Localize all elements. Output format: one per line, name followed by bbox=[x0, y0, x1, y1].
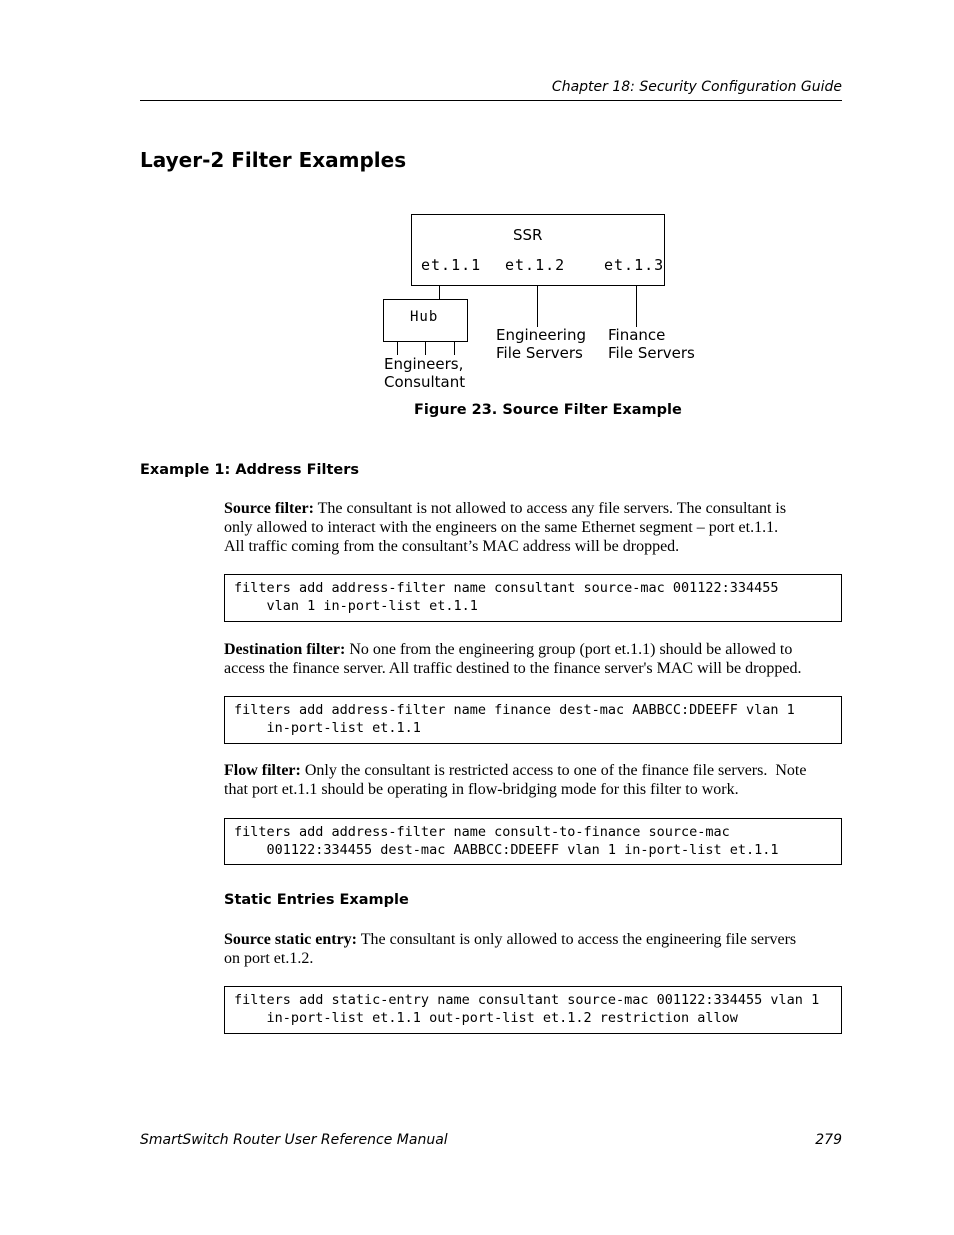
code-block: filters add static-entry name consultant source-mac 001122:334455 vlan 1 in-port-list et.1.1 out-port-list et.1.2 restriction allow bbox=[224, 986, 842, 1034]
example-heading: Example 1: Address Filters bbox=[140, 462, 359, 478]
code-block: filters add address-filter name finance dest-mac AABBCC:DDEEFF vlan 1 in-port-list et.1.1 bbox=[224, 696, 842, 744]
finance-servers-label: Finance File Servers bbox=[608, 326, 695, 362]
connector-line bbox=[537, 285, 538, 327]
port-label: et.1.2 bbox=[505, 256, 566, 274]
flow-filter-paragraph: Flow filter: Only the consultant is restricted access to one of the finance file servers. Note that port et.1.1 should be operating in flow-bridging mode for this filter to work. bbox=[224, 762, 807, 798]
running-header: Chapter 18: Security Configuration Guide bbox=[551, 79, 842, 95]
engineers-label: Engineers, Consultant bbox=[384, 355, 466, 391]
static-entries-heading: Static Entries Example bbox=[224, 892, 409, 908]
destination-filter-paragraph: Destination filter: No one from the engineering group (port et.1.1) should be allowed to access the finance server. All traffic destined to the finance server's MAC will be dropped. bbox=[224, 641, 802, 677]
connector-line bbox=[636, 285, 637, 327]
hub-drop-line bbox=[454, 341, 455, 355]
footer-manual-title: SmartSwitch Router User Reference Manual bbox=[140, 1132, 448, 1148]
port-label: et.1.3 bbox=[604, 256, 665, 274]
source-static-entry-paragraph: Source static entry: The consultant is only allowed to access the engineering file servers on port et.1.2. bbox=[224, 931, 797, 967]
header-rule bbox=[140, 100, 842, 101]
figure-caption: Figure 23. Source Filter Example bbox=[414, 402, 682, 418]
port-label: et.1.1 bbox=[421, 256, 482, 274]
hub-drop-line bbox=[425, 341, 426, 355]
code-block: filters add address-filter name consult-to-finance source-mac 001122:334455 dest-mac AABBCC:DDEEFF vlan 1 in-port-list et.1.1 bbox=[224, 818, 842, 865]
source-filter-paragraph: Source filter: The consultant is not allowed to access any file servers. The consultant is only allowed to interact with the engineers on the same Ethernet segment – port et.1.1. All traffic coming from the consultant’s MAC address will be dropped. bbox=[224, 500, 787, 555]
page-number: 279 bbox=[815, 1132, 842, 1148]
code-block: filters add address-filter name consultant source-mac 001122:334455 vlan 1 in-port-list et.1.1 bbox=[224, 574, 842, 622]
engineering-servers-label: Engineering File Servers bbox=[496, 326, 586, 362]
ssr-label: SSR bbox=[513, 226, 543, 244]
section-title: Layer-2 Filter Examples bbox=[140, 148, 407, 172]
ssr-box bbox=[411, 214, 665, 286]
hub-drop-line bbox=[397, 341, 398, 355]
connector-line bbox=[439, 285, 440, 299]
hub-label: Hub bbox=[410, 309, 439, 325]
